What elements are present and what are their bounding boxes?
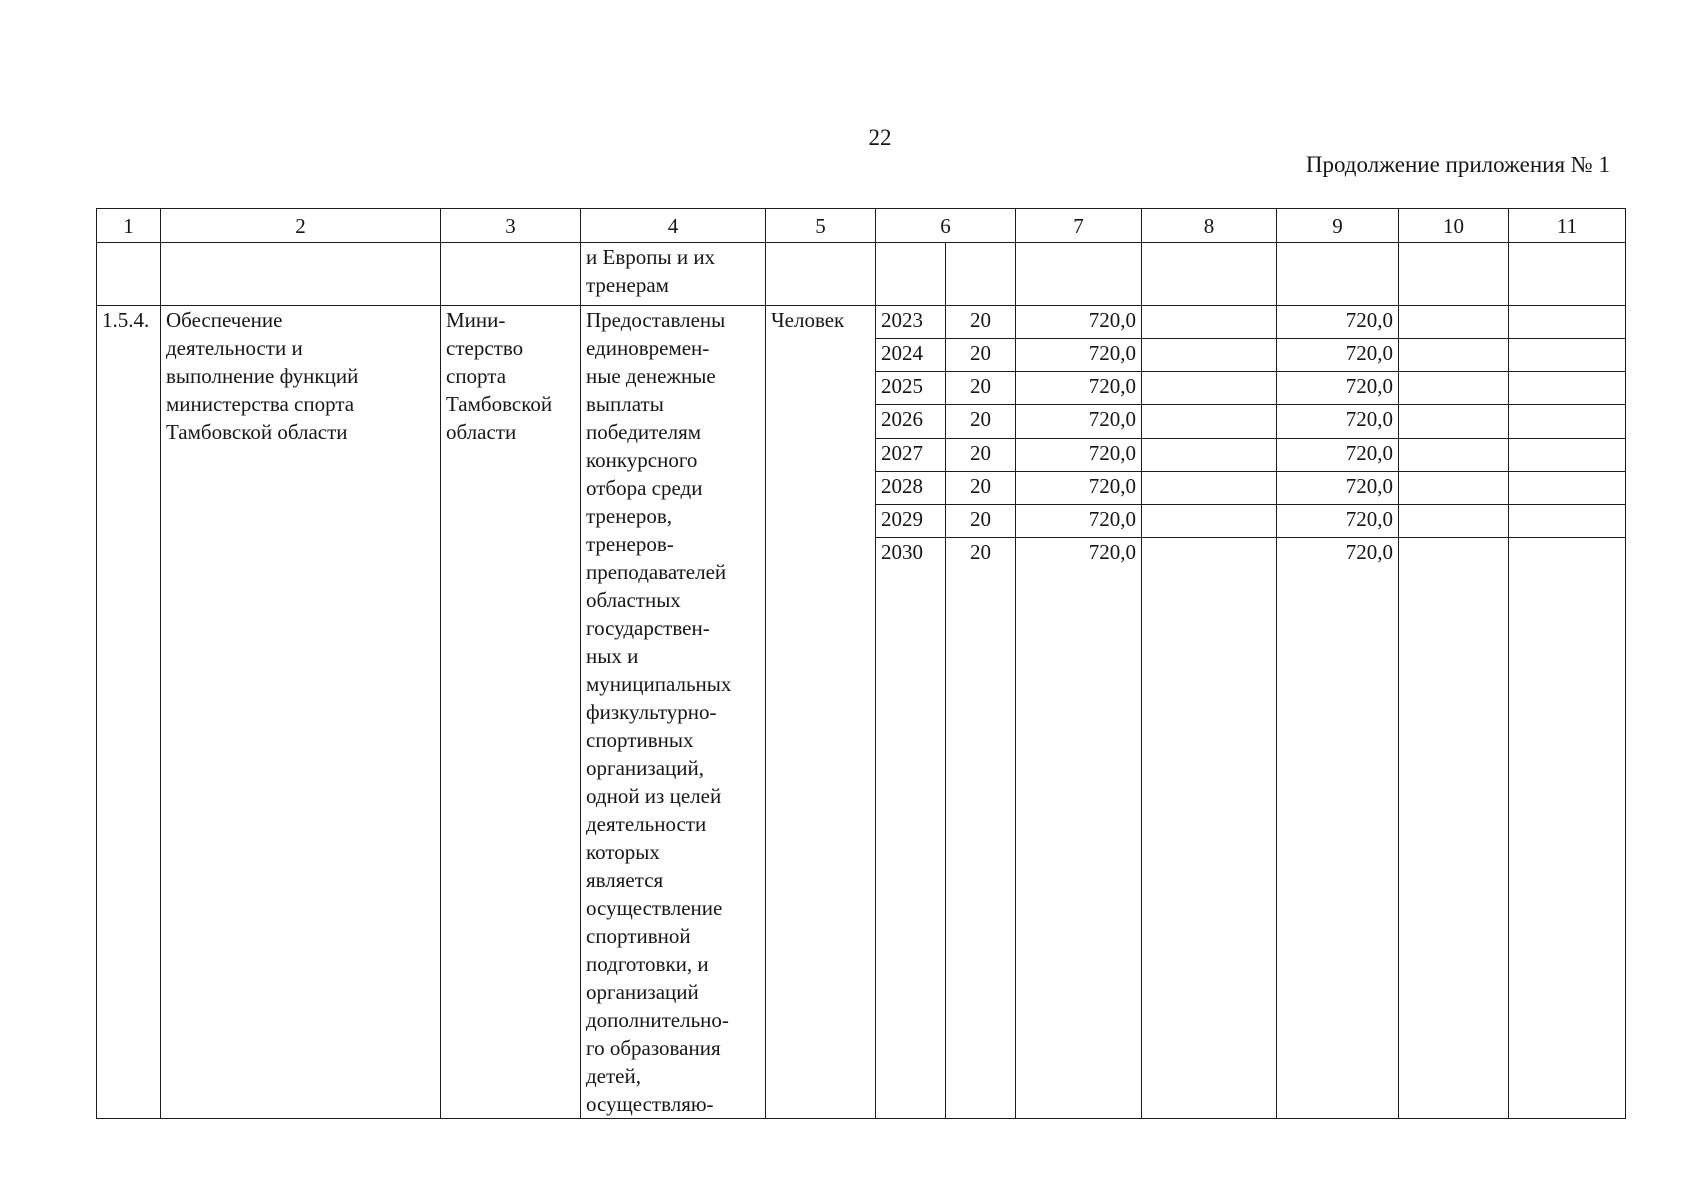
quantity-cell: 20 <box>946 438 1016 471</box>
quantity-cell: 20 <box>946 306 1016 339</box>
col9-cell: 720,0 <box>1277 471 1399 504</box>
header-cell-2: 2 <box>161 209 441 243</box>
row-number-cell: 1.5.4. <box>97 306 161 1119</box>
year-cell: 2027 <box>876 438 946 471</box>
header-cell-5: 5 <box>766 209 876 243</box>
header-cell-7: 7 <box>1016 209 1142 243</box>
header-cell-1: 1 <box>97 209 161 243</box>
year-cell: 2030 <box>876 538 946 1119</box>
total-cell: 720,0 <box>1016 504 1142 537</box>
quantity-cell: 20 <box>946 405 1016 438</box>
total-cell: 720,0 <box>1016 306 1142 339</box>
quantity-cell: 20 <box>946 339 1016 372</box>
header-cell-11: 11 <box>1509 209 1626 243</box>
header-cell-6: 6 <box>876 209 1016 243</box>
col9-cell: 720,0 <box>1277 438 1399 471</box>
total-cell: 720,0 <box>1016 405 1142 438</box>
total-cell: 720,0 <box>1016 538 1142 1119</box>
table-row <box>97 306 1626 339</box>
continued-row <box>97 243 1626 306</box>
year-cell: 2029 <box>876 504 946 537</box>
activity-cell: Обеспечение деятельности и выполнение функций министерства спорта Тамбовской области <box>161 306 441 1119</box>
header-cell-9: 9 <box>1277 209 1399 243</box>
result-cell: Предоставлены единовремен- ные денежные выплаты победителям конкурсного отбора среди тренеров, тренеров- преподавателей областных государствен- ных и муниципальных физкультурно- спортивных организаций, одной из целей деятельности которых является осуществление спортивной подготовки, и организаций дополнительно- го образования детей, осуществляю- <box>581 306 766 1119</box>
col9-cell: 720,0 <box>1277 504 1399 537</box>
quantity-cell: 20 <box>946 372 1016 405</box>
quantity-cell: 20 <box>946 538 1016 1119</box>
quantity-cell: 20 <box>946 471 1016 504</box>
program-table <box>96 208 1626 1119</box>
total-cell: 720,0 <box>1016 372 1142 405</box>
year-cell: 2026 <box>876 405 946 438</box>
quantity-cell: 20 <box>946 504 1016 537</box>
col9-cell: 720,0 <box>1277 306 1399 339</box>
total-cell: 720,0 <box>1016 471 1142 504</box>
continuation-label: Продолжение приложения № 1 <box>1305 152 1610 177</box>
total-cell: 720,0 <box>1016 438 1142 471</box>
year-cell: 2025 <box>876 372 946 405</box>
year-cell: 2023 <box>876 306 946 339</box>
header-cell-3: 3 <box>441 209 581 243</box>
executor-cell: Мини- стерство спорта Тамбовской области <box>441 306 581 1119</box>
col9-cell: 720,0 <box>1277 339 1399 372</box>
total-cell: 720,0 <box>1016 339 1142 372</box>
col9-cell: 720,0 <box>1277 372 1399 405</box>
year-cell: 2024 <box>876 339 946 372</box>
header-cell-8: 8 <box>1142 209 1277 243</box>
header-row <box>97 209 1626 243</box>
unit-cell: Человек <box>766 306 876 1119</box>
col9-cell: 720,0 <box>1277 405 1399 438</box>
page-number: 22 <box>868 125 892 150</box>
year-cell: 2028 <box>876 471 946 504</box>
continued-result-cell: и Европы и их тренерам <box>581 243 766 306</box>
header-cell-4: 4 <box>581 209 766 243</box>
header-cell-10: 10 <box>1399 209 1509 243</box>
col9-cell: 720,0 <box>1277 538 1399 1119</box>
